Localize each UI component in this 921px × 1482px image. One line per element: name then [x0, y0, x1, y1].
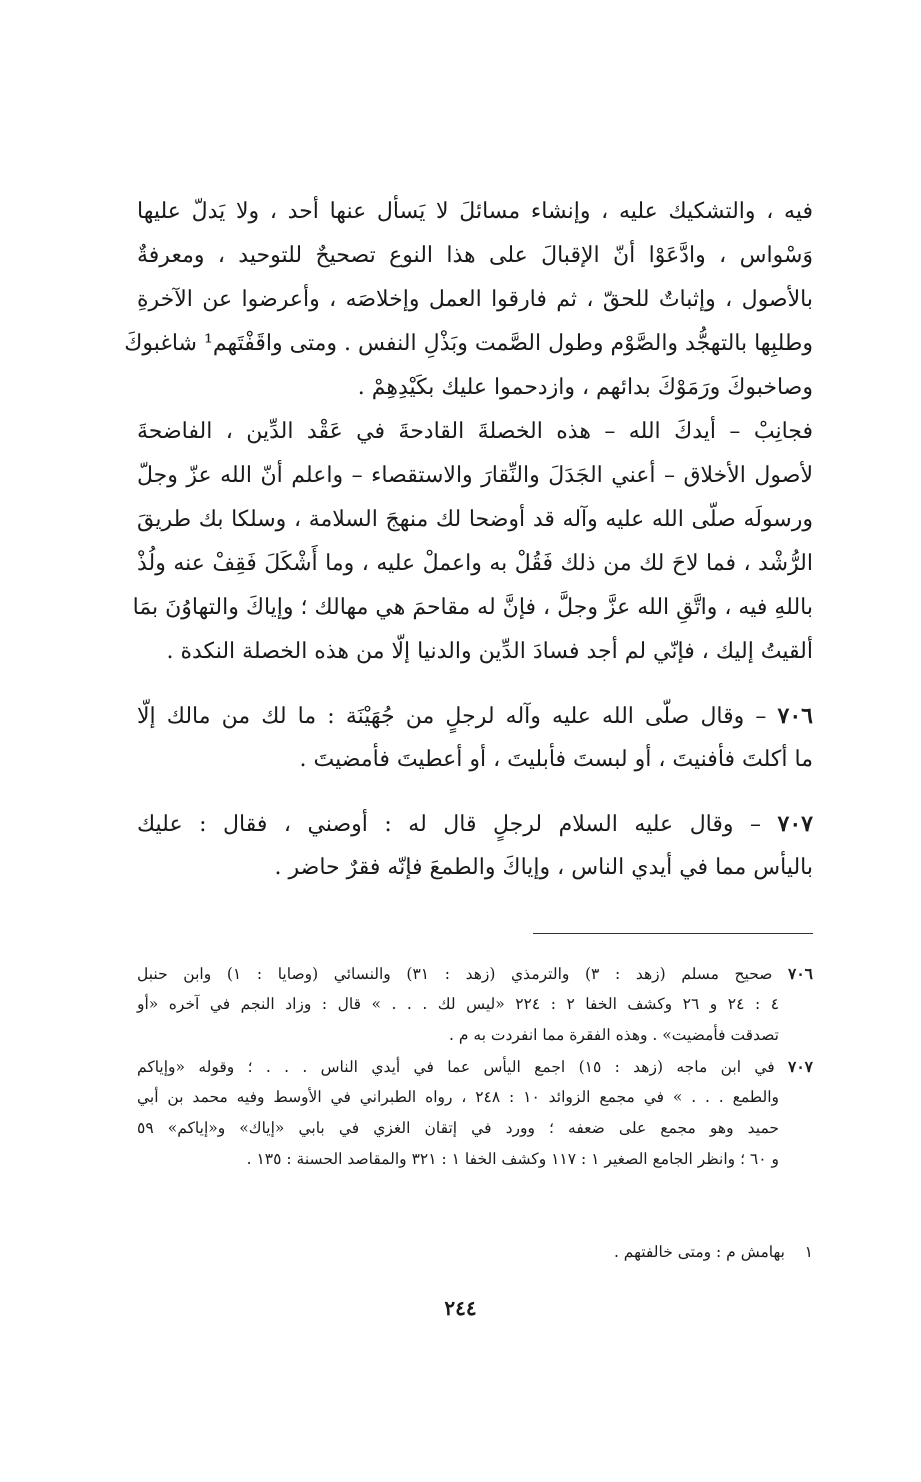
footnote	[137, 1238, 813, 1266]
text-line	[137, 694, 813, 738]
footnote-text: بهامش م : ومتى خالفتهم .	[613, 1243, 785, 1261]
note-number: ٧٠٦	[788, 964, 814, 983]
text-line: ما أكلتَ فأفنيتَ ، أو لبستَ فأبليتَ ، أو أعطيتَ فأمضيتَ .	[299, 747, 813, 772]
text-line: باللهِ فيه ، واتَّقِ الله عزَّ وجلَّ ، فإنَّ له مقاحمَ هي مهالك ؛ وإياكَ والتهاوُنَ بمَا	[132, 595, 813, 620]
spacer	[137, 674, 813, 694]
text-line: وَسْواس ، وادَّعَوْا أنّ الإقبالَ على هذا النوع تصحيحٌ للتوحيد ، ومعرفةٌ	[137, 243, 813, 268]
text-line: فجانِبْ – أيدكَ الله – هذه الخصلةَ القادحةَ في عَقْد الدِّين ، الفاضحةَ	[137, 419, 813, 444]
saying-number: ٧٠٦	[777, 703, 813, 729]
footnote-number: ١	[804, 1243, 813, 1261]
text-line: وصاخبوكَ ورَمَوْكَ بدائهم ، وازدحموا عليك بكَيْدِهِمْ .	[357, 375, 813, 400]
text-line: وطلبِها بالتهجُّد والصَّوْم وطول الصَّمت وبَذْلِ النفس . ومتى واقَفْتَهم¹ شاغبوكَ	[124, 331, 813, 356]
saying-number: ٧٠٧	[777, 811, 813, 837]
paragraph-1	[124, 190, 813, 410]
saying-text: – وقال عليه السلام لرجلٍ قال له : أوصني ، فقال : عليك	[137, 812, 762, 837]
spacer	[137, 782, 813, 802]
note-line	[137, 958, 813, 989]
main-text	[124, 190, 813, 890]
saying-706	[137, 694, 813, 782]
text-line: ألقيتُ إليك ، فإنّي لم أجد فسادَ الدِّين والدنيا إلّا من هذه الخصلة النكدة .	[166, 639, 813, 664]
note-line: تصدقت فأمضيت» . وهذه الفقرة مما انفردت به م .	[449, 1026, 779, 1044]
note-text: صحيح مسلم (زهد : ٣) والترمذي (زهد : ٣١) والنسائي (وصايا : ١) وابن حنبل	[137, 965, 773, 983]
note-line: والطمع . . . » في مجمع الزوائد ١٠ : ٢٤٨ ، رواه الطبراني في الأوسط وفيه محمد بن أبي	[137, 1088, 780, 1106]
saying-707	[137, 802, 813, 890]
paragraph-2	[132, 410, 813, 674]
saying-text: – وقال صلّى الله عليه وآله لرجلٍ من جُهَيْنَة : ما لك من مالك إلّا	[137, 704, 767, 729]
note-line	[137, 1051, 813, 1082]
text-line: باليأس مما في أيدي الناس ، وإياكَ والطمعَ فإنّه فقرٌ حاضر .	[274, 855, 813, 880]
note-707	[137, 1051, 813, 1175]
text-line	[137, 802, 813, 846]
note-706	[137, 958, 813, 1051]
note-line: حميد وهو مجمع على ضعفه ؛ وورد في إتقان الغزي في بابي «إياك» و«إياكم» ٥٩	[137, 1119, 779, 1137]
text-line: لأصول الأخلاق – أعني الجَدَلَ والنِّقارَ والاستقصاء – واعلم أنّ الله عزّ وجلّ	[137, 463, 813, 488]
page-number: ٢٤٤	[444, 1296, 477, 1320]
note-line: ٤ : ٢٤ و ٢٦ وكشف الخفا ٢ : ٢٢٤ «ليس لك . . . » قال : وزاد النجم في آخره «أو	[137, 995, 780, 1013]
text-line: الرُّشْد ، فما لاحَ لك من ذلك فَقُلْ به واعملْ عليه ، وما أَشْكَلَ فَقِفْ عنه ولُذْ	[137, 551, 813, 576]
text-line: فيه ، والتشكيك عليه ، وإنشاء مسائلَ لا يَسأل عنها أحد ، ولا يَدلّ عليها	[137, 199, 813, 224]
notes-divider	[533, 933, 813, 934]
note-text: في ابن ماجه (زهد : ١٥) اجمع اليأس عما في أيدي الناس . . . ؛ وقوله «وإياكم	[137, 1058, 775, 1076]
note-number: ٧٠٧	[788, 1057, 813, 1076]
text-line: ورسولَه صلّى الله عليه وآله قد أوضحا لك منهجَ السلامة ، وسلكا بك طريقَ	[137, 507, 813, 532]
text-line: بالأصول ، وإثباتٌ للحقّ ، ثم فارقوا العمل وإخلاصَه ، وأعرضوا عن الآخرةِ	[137, 287, 813, 312]
source-notes	[137, 958, 813, 1175]
note-line: و ٦٠ ؛ وانظر الجامع الصغير ١ : ١١٧ وكشف الخفا ١ : ٣٢١ والمقاصد الحسنة : ١٣٥ .	[246, 1150, 779, 1168]
